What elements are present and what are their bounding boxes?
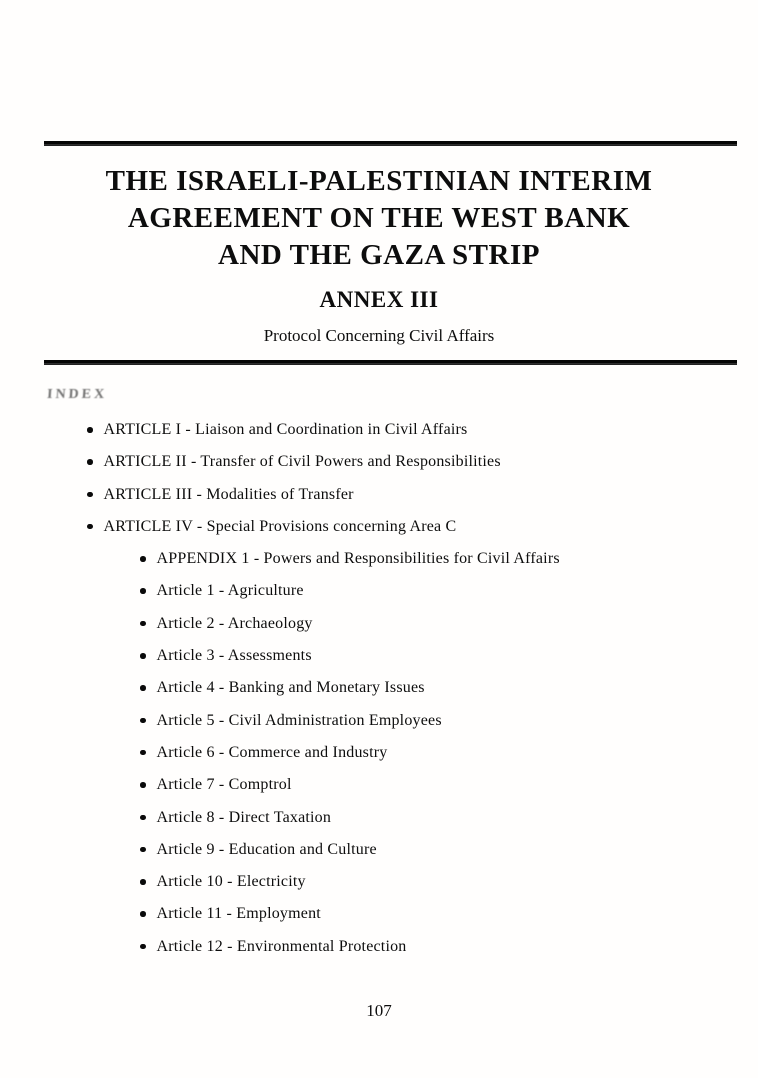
- list-item-label: APPENDIX 1 - Powers and Responsibilities for Civil Affairs: [156, 550, 560, 568]
- bullet-icon: [140, 782, 146, 788]
- list-item: [0, 775, 758, 794]
- index-list: [0, 420, 758, 969]
- document-title: [0, 163, 758, 274]
- list-item-label: Article 1 - Agriculture: [156, 582, 304, 600]
- list-item: [0, 517, 758, 536]
- list-item-label: Article 6 - Commerce and Industry: [156, 743, 388, 761]
- top-horizontal-rule: [44, 141, 737, 146]
- bullet-icon: [140, 815, 146, 821]
- index-heading: INDEX: [46, 387, 108, 402]
- list-item: [0, 678, 758, 697]
- list-item-label: Article 12 - Environmental Protection: [156, 937, 407, 955]
- bullet-icon: [140, 685, 146, 691]
- list-item: [0, 614, 758, 633]
- list-item-label: Article 5 - Civil Administration Employees: [156, 711, 442, 729]
- list-item: [0, 840, 758, 859]
- bullet-icon: [140, 847, 146, 853]
- bullet-icon: [140, 879, 146, 885]
- bullet-icon: [140, 750, 146, 756]
- list-item-label: Article 11 - Employment: [156, 905, 321, 923]
- list-item-label: Article 2 - Archaeology: [156, 614, 313, 632]
- list-item: [0, 420, 758, 439]
- list-item: [0, 711, 758, 730]
- bottom-horizontal-rule: [44, 360, 737, 365]
- bullet-icon: [140, 621, 146, 627]
- list-item: [0, 808, 758, 827]
- list-item: [0, 581, 758, 600]
- bullet-icon: [87, 492, 93, 498]
- bullet-icon: [140, 911, 146, 917]
- protocol-subtitle: Protocol Concerning Civil Affairs: [263, 326, 495, 345]
- list-item: [0, 904, 758, 923]
- list-item: [0, 452, 758, 471]
- annex-heading: ANNEX III: [319, 287, 439, 312]
- bullet-icon: [87, 524, 93, 530]
- bullet-icon: [140, 944, 146, 950]
- list-item-label: ARTICLE IV - Special Provisions concerning Area C: [103, 517, 457, 535]
- list-item-label: Article 7 - Comptrol: [156, 776, 292, 794]
- title-line-2: AGREEMENT ON THE WEST BANK: [127, 202, 631, 234]
- bullet-icon: [87, 459, 93, 465]
- list-item-label: ARTICLE II - Transfer of Civil Powers and Responsibilities: [103, 453, 501, 471]
- list-item-label: Article 9 - Education and Culture: [156, 840, 377, 858]
- list-item-label: Article 10 - Electricity: [156, 873, 306, 891]
- list-item-label: Article 4 - Banking and Monetary Issues: [156, 679, 425, 697]
- title-line-1: THE ISRAELI-PALESTINIAN INTERIM: [105, 165, 653, 197]
- bullet-icon: [140, 588, 146, 594]
- bullet-icon: [140, 718, 146, 724]
- list-item-label: Article 8 - Direct Taxation: [156, 808, 332, 826]
- bullet-icon: [87, 427, 93, 433]
- list-item-label: ARTICLE III - Modalities of Transfer: [103, 485, 354, 503]
- bullet-icon: [140, 653, 146, 659]
- list-item: [0, 743, 758, 762]
- page-number: 107: [366, 1001, 392, 1020]
- bullet-icon: [140, 556, 146, 562]
- title-line-3: AND THE GAZA STRIP: [218, 239, 540, 271]
- list-item: [0, 872, 758, 891]
- list-item: [0, 549, 758, 568]
- list-item: [0, 485, 758, 504]
- list-item: [0, 646, 758, 665]
- list-item-label: ARTICLE I - Liaison and Coordination in Civil Affairs: [103, 421, 468, 438]
- list-item: [0, 937, 758, 956]
- list-item-label: Article 3 - Assessments: [156, 647, 312, 665]
